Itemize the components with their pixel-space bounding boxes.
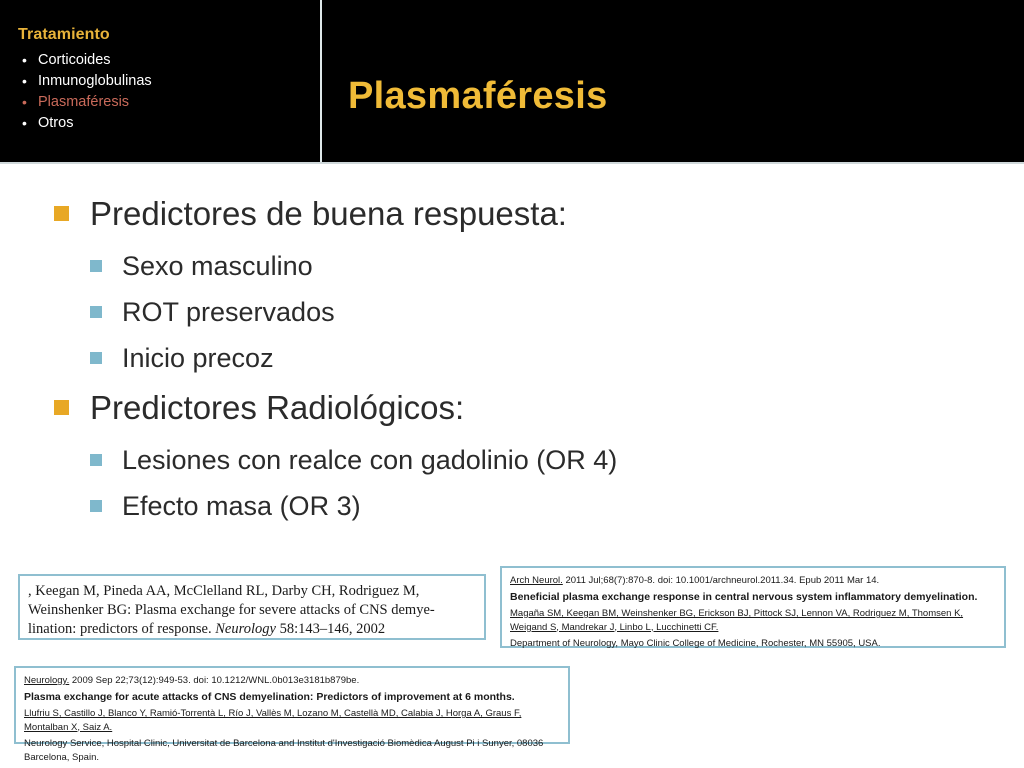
bullet-level1 xyxy=(0,188,1024,240)
journal-link[interactable]: Neurology. xyxy=(24,675,70,686)
outline-item-plasmaferesis[interactable]: • Plasmaféresis xyxy=(18,92,308,113)
citation-neurology-2009 xyxy=(14,666,570,763)
bullet-level2 xyxy=(0,438,1024,482)
citation-affiliation: Neurology Service, Hospital Clinic, Universitat de Barcelona and Institut d'Investigació Biomèdica August Pi i Sunyer, 08036 Barcelona, Spain. xyxy=(24,738,544,763)
outline-item-inmunoglobulinas[interactable]: • Inmunoglobulinas xyxy=(18,71,308,92)
journal-link[interactable]: Arch Neurol. xyxy=(510,575,563,586)
square-bullet-icon xyxy=(54,400,69,415)
citation-source-line xyxy=(24,674,560,688)
citation-arch-neurol-2011 xyxy=(500,566,1006,648)
bullet-level2 xyxy=(0,484,1024,528)
outline-item-corticoides[interactable]: • Corticoides xyxy=(18,50,308,71)
slide-body xyxy=(0,188,1024,530)
square-bullet-icon xyxy=(90,260,102,272)
outline-title: Tratamiento xyxy=(18,26,110,43)
outline-list xyxy=(18,50,308,134)
citation-affiliation: Department of Neurology, Mayo Clinic College of Medicine, Rochester, MN 55905, USA. xyxy=(510,638,881,649)
citation-text: lination: predictors of response. xyxy=(28,621,216,637)
citation-line: , Keegan M, Pineda AA, McClelland RL, Darby CH, Rodriguez M, xyxy=(28,583,420,599)
citation-line: Weinshenker BG: Plasma exchange for severe attacks of CNS demye- xyxy=(28,602,435,618)
page-title: Plasmaféresis xyxy=(348,75,608,117)
citation-source-line xyxy=(510,574,996,588)
header-vertical-divider xyxy=(320,0,322,162)
bullet-level2 xyxy=(0,244,1024,288)
bullet-text: Sexo masculino xyxy=(122,251,313,281)
bullet-level2 xyxy=(0,290,1024,334)
square-bullet-icon xyxy=(54,206,69,221)
citation-journal: Neurology xyxy=(215,621,276,637)
bullet-level1 xyxy=(0,382,1024,434)
citation-line xyxy=(28,620,476,639)
citation-volume: 58:143–146, 2002 xyxy=(275,621,386,637)
outline-panel xyxy=(18,26,308,134)
bullet-text: Predictores de buena respuesta: xyxy=(90,195,567,232)
citation-neurology-2002 xyxy=(18,574,486,640)
citation-authors[interactable]: Magaña SM, Keegan BM, Weinshenker BG, Erickson BJ, Pittock SJ, Lennon VA, Rodriguez M, Thomsen K, Weigand S, Mandrekar J, Linbo L, Lucchinetti CF. xyxy=(510,608,964,633)
bullet-text: ROT preservados xyxy=(122,297,335,327)
bullet-text: Lesiones con realce con gadolinio (OR 4) xyxy=(122,445,618,475)
square-bullet-icon xyxy=(90,454,102,466)
header-horizontal-divider xyxy=(0,162,1024,164)
bullet-text: Inicio precoz xyxy=(122,343,274,373)
square-bullet-icon xyxy=(90,500,102,512)
bullet-text: Efecto masa (OR 3) xyxy=(122,491,361,521)
citation-title: Beneficial plasma exchange response in central nervous system inflammatory demyelination. xyxy=(510,590,978,603)
square-bullet-icon xyxy=(90,306,102,318)
citation-title: Plasma exchange for acute attacks of CNS demyelination: Predictors of improvement at 6 months. xyxy=(24,690,515,703)
bullet-text: Predictores Radiológicos: xyxy=(90,389,465,426)
outline-item-otros[interactable]: • Otros xyxy=(18,113,308,134)
citation-details: 2009 Sep 22;73(12):949-53. doi: 10.1212/WNL.0b013e3181b879be. xyxy=(69,675,360,686)
citation-details: 2011 Jul;68(7):870-8. doi: 10.1001/archneurol.2011.34. Epub 2011 Mar 14. xyxy=(562,575,880,586)
square-bullet-icon xyxy=(90,352,102,364)
bullet-level2 xyxy=(0,336,1024,380)
citation-authors[interactable]: Llufriu S, Castillo J, Blanco Y, Ramió-Torrentà L, Río J, Vallès M, Lozano M, Castellà MD, Calabia J, Horga A, Graus F, Montalban X, Saiz A. xyxy=(24,708,522,733)
slide-header xyxy=(0,0,1024,162)
